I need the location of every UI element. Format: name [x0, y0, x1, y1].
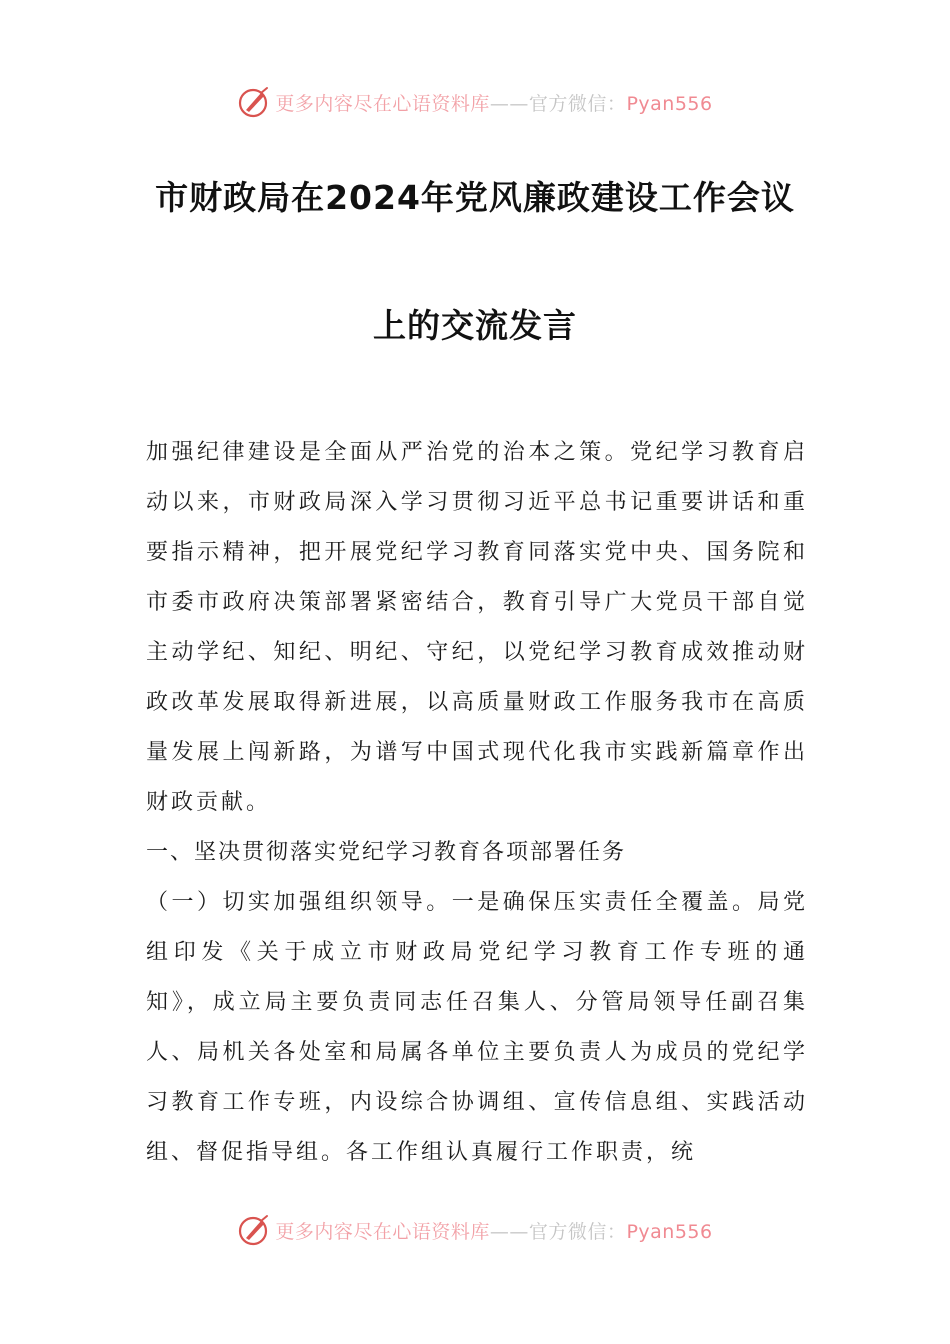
- watermark-wechat-id: Pyan556: [626, 92, 713, 115]
- watermark-separator: ——: [489, 1220, 529, 1243]
- watermark-wechat-label: 官方微信：: [528, 92, 627, 115]
- watermark-wechat-label: 官方微信：: [528, 1220, 627, 1243]
- watermark-wechat-id: Pyan556: [626, 1220, 713, 1243]
- watermark-text: 更多内容尽在心语资料库: [275, 92, 490, 115]
- quill-pen-stamp-icon: [237, 1213, 271, 1247]
- quill-pen-stamp-icon: [237, 85, 271, 119]
- body-paragraph-1-1: （一）切实加强组织领导。一是确保压实责任全覆盖。局党组印发《关于成立市财政局党纪学习教育工作专班的通知》，成立局主要负责同志任召集人、分管局领导任副召集人、局机关各处室和局属各单位主要负责人为成员的党纪学习教育工作专班，内设综合协调组、宣传信息组、实践活动组、督促指导组。各工作组认真履行工作职责，统: [146, 890, 808, 1165]
- section-heading-1: 一、坚决贯彻落实党纪学习教育各项部署任务: [146, 840, 627, 865]
- document-title-line-1: 市财政局在2024年党风廉政建设工作会议: [155, 178, 795, 217]
- watermark-header: [0, 82, 950, 122]
- document-title-line-2: 上的交流发言: [373, 306, 577, 345]
- watermark-separator: ——: [489, 92, 529, 115]
- document-body: [146, 428, 808, 1178]
- body-paragraph-intro: 加强纪律建设是全面从严治党的治本之策。党纪学习教育启动以来，市财政局深入学习贯彻习近平总书记重要讲话和重要指示精神，把开展党纪学习教育同落实党中央、国务院和市委市政府决策部署紧密结合，教育引导广大党员干部自觉主动学纪、知纪、明纪、守纪，以党纪学习教育成效推动财政改革发展取得新进展，以高质量财政工作服务我市在高质量发展上闯新路，为谱写中国式现代化我市实践新篇章作出财政贡献。: [146, 440, 808, 815]
- watermark-text: 更多内容尽在心语资料库: [275, 1220, 490, 1243]
- watermark-footer: [0, 1210, 950, 1250]
